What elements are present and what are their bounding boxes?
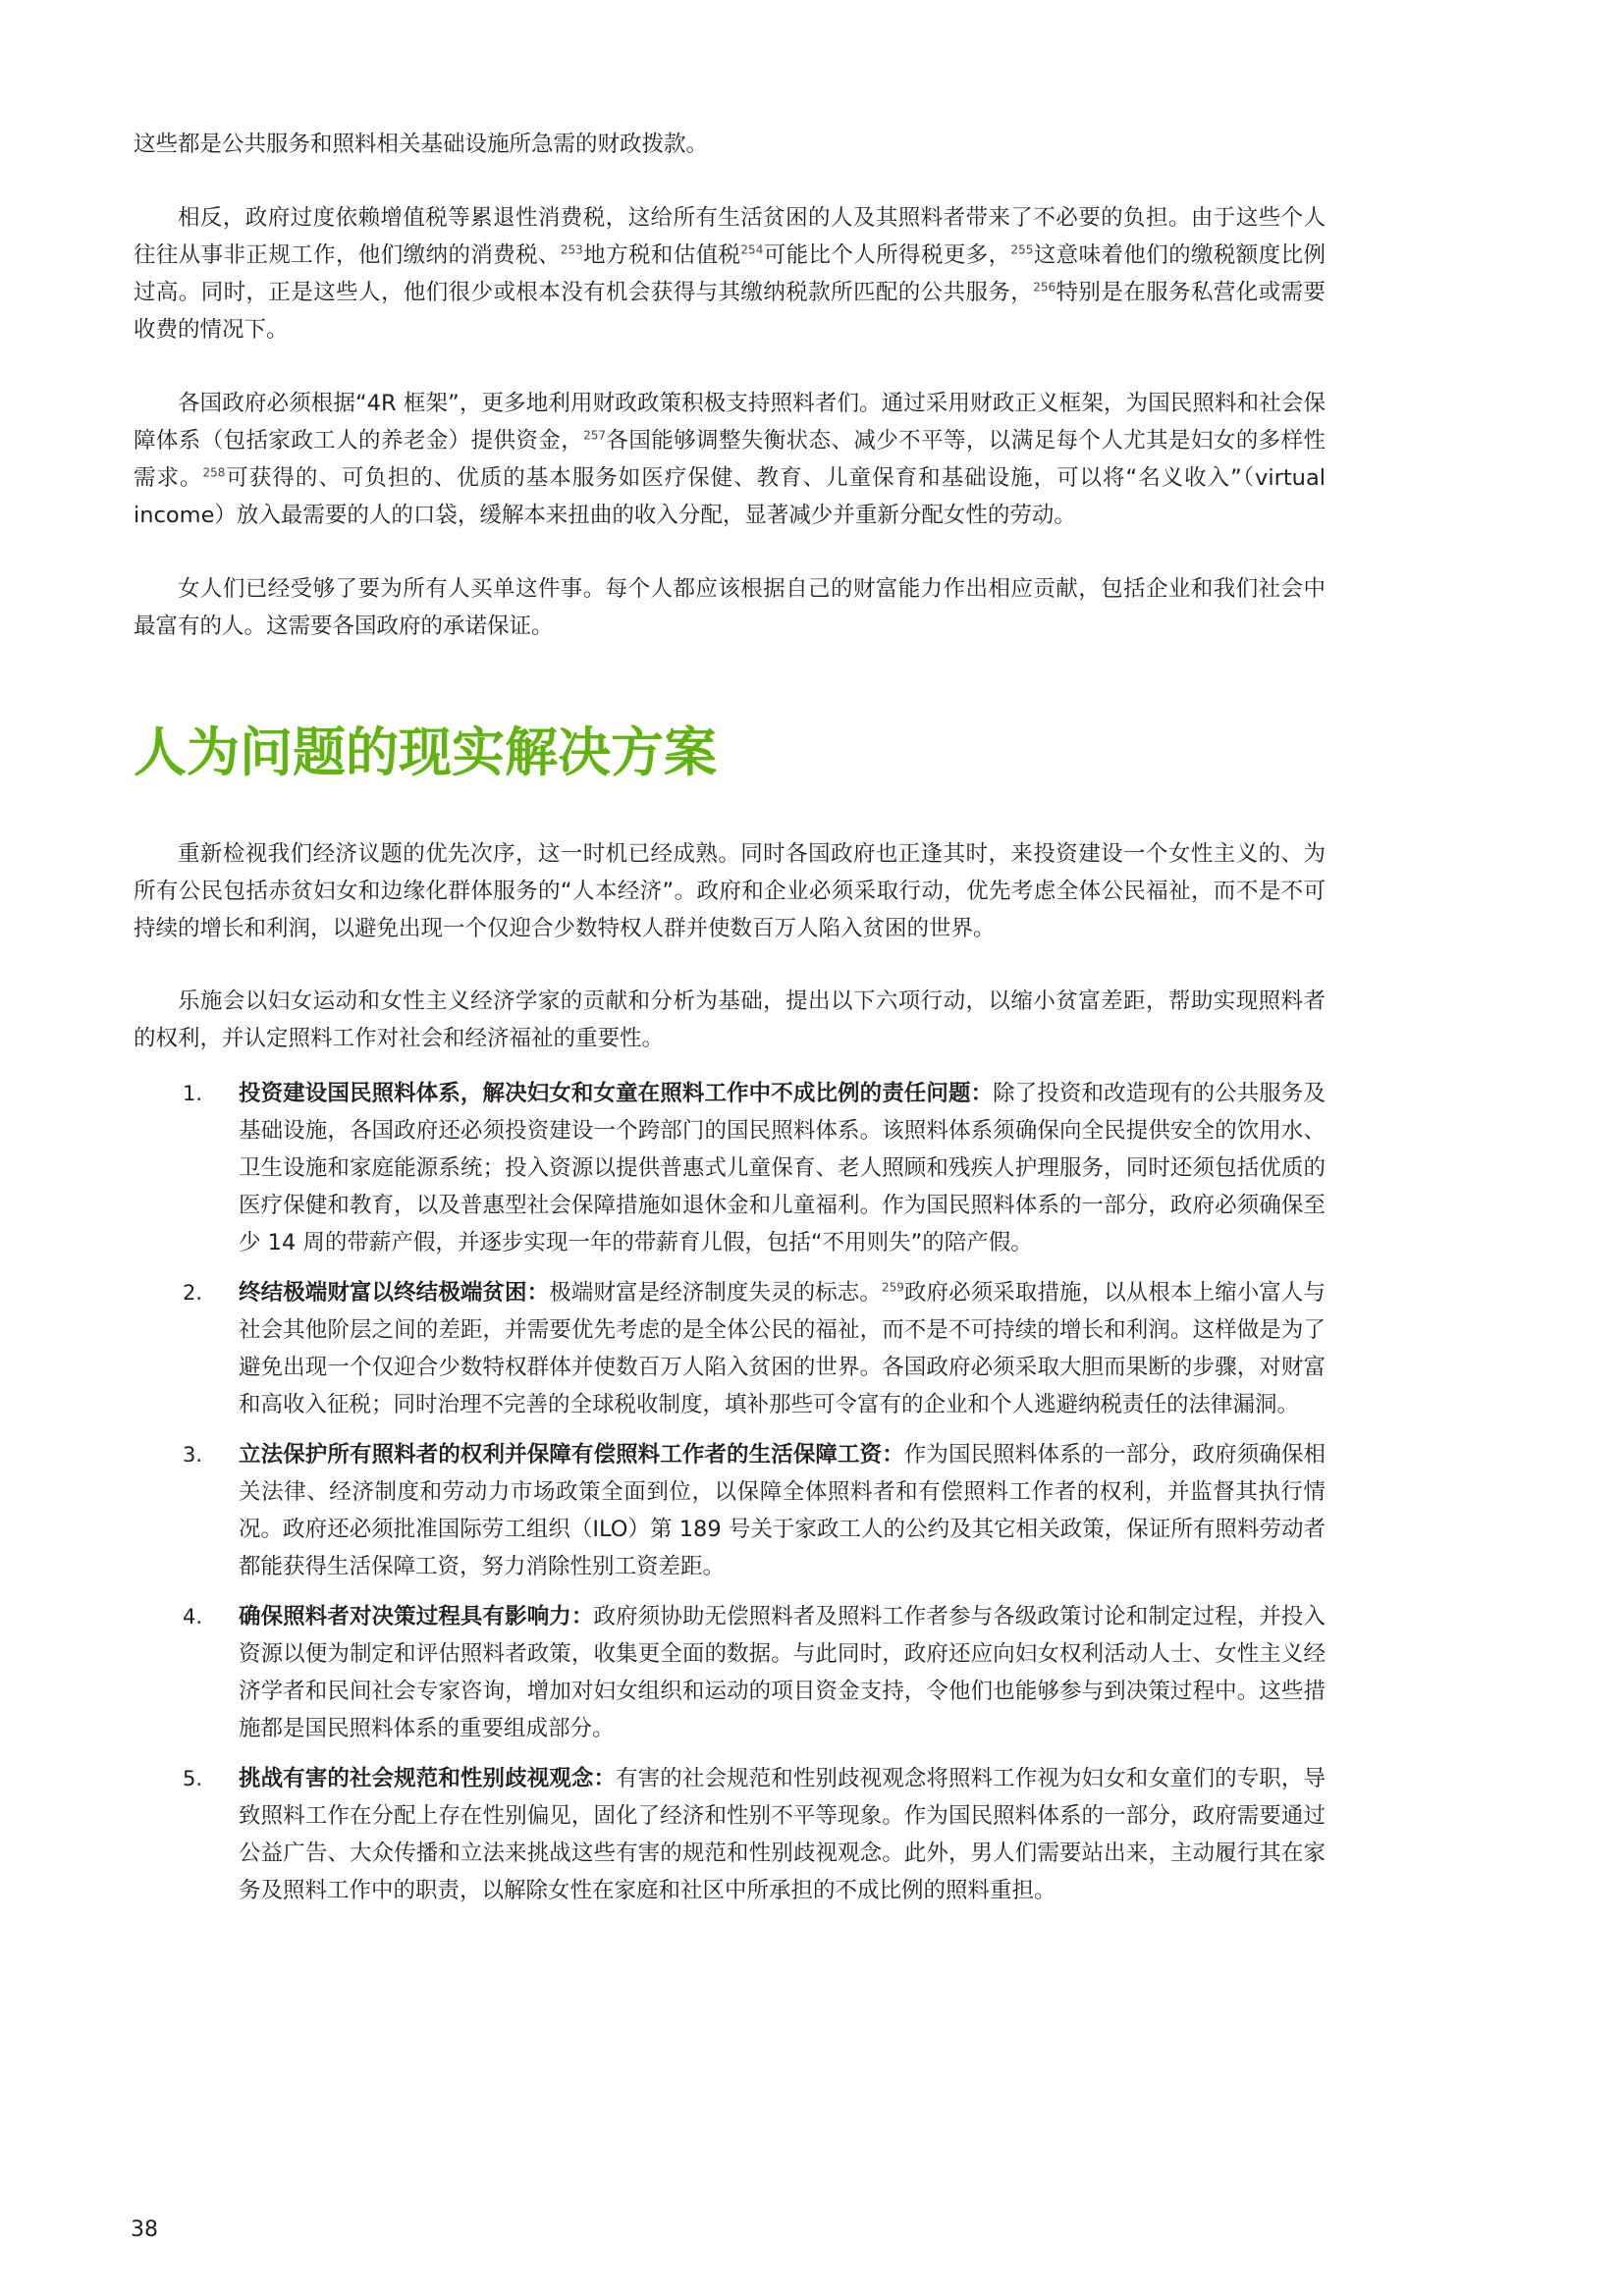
action-list <box>134 1075 1326 1909</box>
footnote-ref[interactable]: 257 <box>583 428 607 443</box>
list-item-body: 极端财富是经济制度失灵的标志。 <box>549 1280 882 1306</box>
list-item-number: 1. <box>183 1082 203 1105</box>
page-content <box>134 126 1326 1909</box>
list-item-body: 政府必须采取措施，以从根本上缩小富人与社会其他阶层之间的差距，并需要优先考虑的是全体公民的福祉，而不是不可持续的增长和利润。这样做是为了避免出现一个仅迎合少数特权群体并使数百万人陷入贫困的世界。各国政府必须采取大胆而果断的步骤，对财富和高收入征税；同时治理不完善的全球税收制度，填补那些可令富有的企业和个人逃避纳税责任的法律漏洞。 <box>239 1280 1326 1417</box>
text-run: 各国政府必须根据“4R 框架”，更多地利用财政政策积极支持照料者们。通过采用财政正义框架，为国民照料和社会保障体系（包括家政工人的养老金）提供资金， <box>134 391 1326 454</box>
list-item-lead: 终结极端财富以终结极端贫困： <box>239 1280 550 1306</box>
section-heading: 人为问题的现实解决方案 <box>134 721 717 783</box>
list-item <box>134 1598 1326 1747</box>
intro-paragraph-1 <box>134 199 1326 348</box>
list-item-lead: 立法保护所有照料者的权利并保障有偿照料工作者的生活保障工资： <box>239 1442 904 1468</box>
list-item-lead: 投资建设国民照料体系，解决妇女和女童在照料工作中不成比例的责任问题： <box>239 1081 994 1106</box>
footnote-ref[interactable]: 259 <box>881 1280 904 1295</box>
footnote-ref[interactable]: 258 <box>202 465 226 480</box>
text-run: 地方税和估值税 <box>582 242 741 268</box>
list-item-text <box>239 1075 1326 1261</box>
text-run: 可能比个人所得税更多， <box>763 242 1011 268</box>
list-item <box>134 1274 1326 1423</box>
section-paragraph-1: 重新检视我们经济议题的优先次序，这一时机已经成熟。同时各国政府也正逢其时，来投资建设一个女性主义的、为所有公民包括赤贫妇女和边缘化群体服务的“人本经济”。政府和企业必须采取行动，优先考虑全体公民福祉，而不是不可持续的增长和利润，以避免出现一个仅迎合少数特权人群并使数百万人陷入贫困的世界。 <box>134 841 1326 941</box>
list-item-number: 5. <box>183 1767 203 1790</box>
list-item-lead: 挑战有害的社会规范和性别歧视观念： <box>239 1766 617 1791</box>
list-item <box>134 1436 1326 1585</box>
text-run: 相反，政府过度依赖增值税等累退性消费税，这给所有生活贫困的人及其照料者带来了不必要的负担。由于这些个人往往从事非正规工作，他们缴纳的消费税、 <box>134 205 1326 268</box>
section-paragraph-2: 乐施会以妇女运动和女性主义经济学家的贡献和分析为基础，提出以下六项行动，以缩小贫富差距，帮助实现照料者的权利，并认定照料工作对社会和经济福祉的重要性。 <box>134 988 1326 1051</box>
list-item-body: 除了投资和改造现有的公共服务及基础设施，各国政府还必须投资建设一个跨部门的国民照料体系。该照料体系须确保向全民提供安全的饮用水、卫生设施和家庭能源系统；投入资源以提供普惠式儿童保育、老人照顾和残疾人护理服务，同时还须包括优质的医疗保健和教育，以及普惠型社会保障措施如退休金和儿童福利。作为国民照料体系的一部分，政府必须确保至少 14 周的带薪产假，并逐步实现一年的带薪育儿假，包括“不用则失”的陪产假。 <box>239 1081 1326 1255</box>
text-run: 特别是在服务私营化或需要收费的情况下。 <box>134 280 1326 343</box>
list-item-text <box>239 1760 1326 1909</box>
intro-paragraph-2 <box>134 385 1326 534</box>
intro-paragraph-3: 女人们已经受够了要为所有人买单这件事。每个人都应该根据自己的财富能力作出相应贡献，包括企业和我们社会中最富有的人。这需要各国政府的承诺保证。 <box>134 576 1326 639</box>
list-item-text <box>239 1598 1326 1747</box>
page-number: 38 <box>131 2217 158 2242</box>
intro-paragraph-0: 这些都是公共服务和照料相关基础设施所急需的财政拨款。 <box>134 132 709 157</box>
list-item <box>134 1760 1326 1909</box>
footnote-ref[interactable]: 255 <box>1010 242 1034 257</box>
list-item-number: 3. <box>183 1443 203 1467</box>
footnote-ref[interactable]: 253 <box>560 242 583 257</box>
list-item-body: 政府须协助无偿照料者及照料工作者参与各级政策讨论和制定过程，并投入资源以便为制定和评估照料者政策，收集更全面的数据。与此同时，政府还应向妇女权利活动人士、女性主义经济学者和民间社会专家咨询，增加对妇女组织和运动的项目资金支持，令他们也能够参与到决策过程中。这些措施都是国民照料体系的重要组成部分。 <box>239 1604 1326 1741</box>
list-item-number: 2. <box>183 1281 203 1305</box>
text-run: 这意味着他们的缴税额度比例过高。同时，正是这些人，他们很少或根本没有机会获得与其缴纳税款所匹配的公共服务， <box>134 242 1326 305</box>
list-item-body: 有害的社会规范和性别歧视观念将照料工作视为妇女和女童们的专职，导致照料工作在分配上存在性别偏见，固化了经济和性别不平等现象。作为国民照料体系的一部分，政府需要通过公益广告、大众传播和立法来挑战这些有害的规范和性别歧视观念。此外，男人们需要站出来，主动履行其在家务及照料工作中的职责，以解除女性在家庭和社区中所承担的不成比例的照料重担。 <box>239 1766 1326 1903</box>
list-item <box>134 1075 1326 1261</box>
list-item-lead: 确保照料者对决策过程具有影响力： <box>239 1604 594 1629</box>
list-item-number: 4. <box>183 1605 203 1629</box>
list-item-text <box>239 1274 1326 1423</box>
footnote-ref[interactable]: 256 <box>1033 280 1056 294</box>
footnote-ref[interactable]: 254 <box>740 242 764 257</box>
list-item-text <box>239 1436 1326 1585</box>
text-run: 各国能够调整失衡状态、减少不平等，以满足每个人尤其是妇女的多样性需求。 <box>134 428 1326 491</box>
list-item-body: 作为国民照料体系的一部分，政府须确保相关法律、经济制度和劳动力市场政策全面到位，以保障全体照料者和有偿照料工作者的权利，并监督其执行情况。政府还必须批准国际劳工组织（ILO）第 189 号关于家政工人的公约及其它相关政策，保证所有照料劳动者都能获得生活保障工资，努力消除性别工资差距。 <box>239 1442 1326 1579</box>
text-run: 可获得的、可负担的、优质的基本服务如医疗保健、教育、儿童保育和基础设施，可以将“名义收入”（virtual income）放入最需要的人的口袋，缓解本来扭曲的收入分配，显著减少并重新分配女性的劳动。 <box>134 465 1326 528</box>
